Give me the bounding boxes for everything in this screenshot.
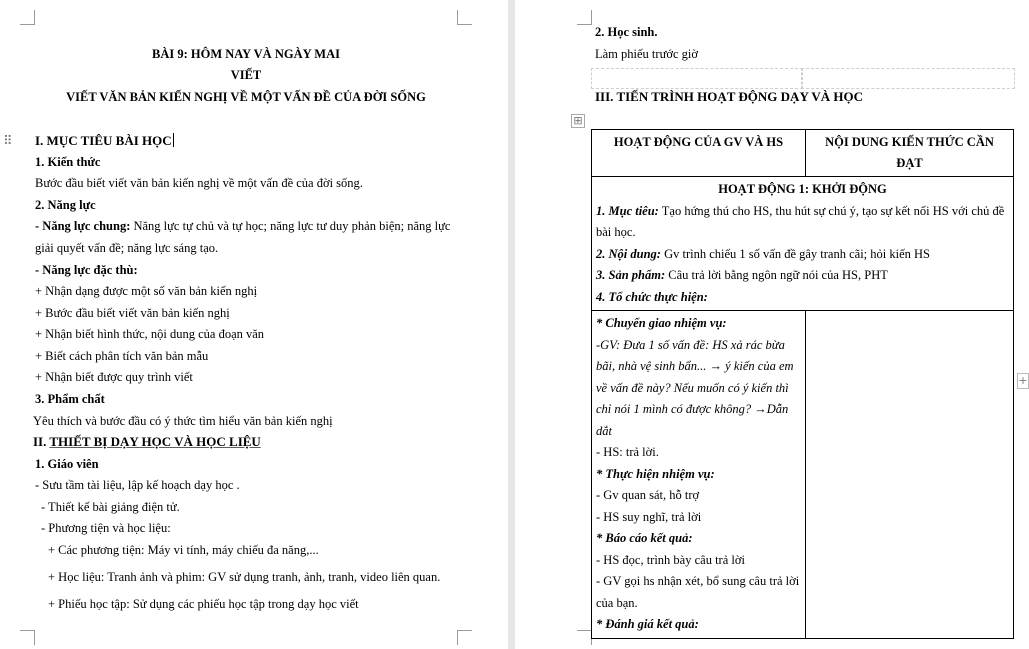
crop-mark	[20, 630, 35, 645]
evaluate-label: * Đánh giá kết quả:	[596, 617, 699, 631]
section-heading-equipment: II. THIẾT BỊ DẠY HỌC VÀ HỌC LIỆU	[33, 434, 261, 449]
objective-line	[596, 201, 1009, 223]
task-line: về vấn đề này? Nếu muốn có ý kiến thì	[596, 380, 789, 395]
crop-mark	[577, 10, 592, 25]
list-item: - Sưu tầm tài liệu, lập kế hoạch dạy học .	[35, 478, 240, 492]
list-item: + Phiếu học tập: Sử dụng các phiếu học tập trong dạy học viết	[48, 597, 359, 611]
crop-mark	[457, 10, 472, 25]
table-row	[592, 311, 1014, 639]
task-line: bãi, nhà vệ sinh bẩn... → ý kiến của em	[596, 359, 794, 373]
list-item: + Biết cách phân tích văn bản mẫu	[35, 349, 209, 363]
crop-mark	[457, 630, 472, 645]
document-page-left	[0, 0, 508, 649]
activity-content-cell	[806, 311, 1014, 639]
section-heading-process: III. TIẾN TRÌNH HOẠT ĐỘNG DẠY VÀ HỌC	[595, 89, 863, 104]
student-answer: - HS: trả lời.	[596, 445, 659, 459]
product-text: Câu trả lời bằng ngôn ngữ nói của HS, PHT	[665, 268, 888, 282]
paragraph-qualities: Yêu thích và bước đầu có ý thức tìm hiểu văn bản kiến nghị	[33, 414, 333, 428]
task-line: chỉ nói 1 mình có được không? →Dẫn	[596, 402, 789, 416]
product-line	[596, 265, 1009, 287]
text-cursor	[173, 133, 174, 147]
list-item: + Nhận biết hình thức, nội dung của đoạn văn	[35, 327, 265, 341]
equipment-heading-text: THIẾT BỊ DẠY HỌC VÀ HỌC LIỆU	[49, 434, 261, 449]
lesson-topic: VIẾT VĂN BẢN KIẾN NGHỊ VỀ MỘT VẤN ĐỀ CỦA ĐỜI SỐNG	[66, 90, 426, 104]
task-line: -GV: Đưa 1 số vấn đề: HS xả rác bừa	[596, 337, 785, 352]
label-specific-competence: - Năng lực đặc thù:	[35, 263, 138, 277]
list-item: + Các phương tiện: Máy vi tính, máy chiếu đa năng,...	[48, 543, 319, 557]
list-item: - GV gọi hs nhận xét, bổ sung câu trả lời	[596, 574, 800, 588]
add-icon[interactable]: +	[1018, 374, 1028, 387]
assign-task-label: * Chuyển giao nhiệm vụ:	[596, 316, 727, 330]
content-line	[596, 244, 1009, 266]
empty-table-cell	[591, 68, 803, 89]
lesson-subtitle: VIẾT	[230, 68, 262, 82]
lesson-title: BÀI 9: HÔM NAY VÀ NGÀY MAI	[152, 47, 340, 61]
header-content-line: ĐẠT	[896, 156, 923, 170]
list-item: - Gv quan sát, hỗ trợ	[596, 488, 700, 502]
list-item: - Thiết kế bài giảng điện tử.	[41, 500, 180, 514]
table-row	[592, 130, 1014, 177]
content-text: Gv trình chiếu 1 số vấn đề gây tranh cãi; hỏi kiến HS	[660, 246, 930, 261]
list-item: - HS đọc, trình bày câu trả lời	[596, 552, 745, 567]
activity-table	[591, 129, 1014, 639]
heading-teacher: 1. Giáo viên	[35, 457, 99, 471]
crop-mark	[20, 10, 35, 25]
page-gutter	[508, 0, 515, 649]
objective-text: Tạo hứng thú cho HS, thu hút sự chú ý, tạo sự kết nối HS với chủ đề	[658, 203, 1005, 218]
list-item: + Nhận dạng được một số văn bản kiến nghị	[35, 284, 258, 298]
label-general-competence: - Năng lực chung:	[35, 219, 131, 233]
list-item: - HS suy nghĩ, trả lời	[596, 509, 702, 524]
section-heading-text: I. MỤC TIÊU BÀI HỌC	[35, 133, 172, 148]
activity-steps-cell	[592, 311, 806, 639]
list-item: + Học liệu: Tranh ảnh và phim: GV sử dụng tranh, ảnh, tranh, video liên quan.	[48, 570, 441, 584]
header-content-line: NỘI DUNG KIẾN THỨC CẦN	[825, 135, 994, 149]
objective-label: 1. Mục tiêu:	[596, 203, 659, 218]
heading-qualities: 3. Phẩm chất	[35, 392, 105, 406]
heading-knowledge: 1. Kiến thức	[35, 155, 101, 169]
organization-label: 4. Tổ chức thực hiện:	[596, 289, 708, 304]
table-move-icon[interactable]: ⊞	[571, 114, 585, 128]
list-item: + Bước đầu biết viết văn bản kiến nghị	[35, 306, 230, 320]
table-header-content	[806, 130, 1014, 177]
product-label: 3. Sản phẩm:	[596, 268, 666, 282]
table-row	[592, 177, 1014, 311]
activity-overview-cell	[592, 177, 1014, 311]
list-item: của bạn.	[596, 595, 638, 610]
heading-students: 2. Học sinh.	[595, 25, 658, 39]
table-header-activity: HOẠT ĐỘNG CỦA GV VÀ HS	[592, 130, 806, 177]
text-general-competence: Năng lực tự chủ và tự học; năng lực tư duy phản biện; năng lực	[130, 219, 451, 233]
report-label: * Báo cáo kết quả:	[596, 531, 693, 545]
content-label: 2. Nội dung:	[596, 246, 661, 261]
paragraph-general-competence-cont: giải quyết vấn đề; năng lực sáng tạo.	[35, 241, 219, 255]
crop-mark	[577, 630, 592, 645]
heading-competence: 2. Năng lực	[35, 198, 96, 212]
list-item: + Nhận biết được quy trình viết	[35, 370, 193, 384]
paragraph-students: Làm phiếu trước giờ	[595, 47, 698, 61]
task-line: dắt	[596, 423, 612, 438]
move-handle-icon[interactable]: ⠿	[3, 134, 13, 149]
paragraph-knowledge: Bước đầu biết viết văn bản kiến nghị về một vấn đề của đời sống.	[35, 176, 363, 190]
paragraph-general-competence	[35, 218, 450, 234]
activity-title: HOẠT ĐỘNG 1: KHỞI ĐỘNG	[718, 182, 887, 196]
objective-text-cont: bài học.	[596, 225, 636, 239]
section-heading-objectives[interactable]	[35, 133, 174, 149]
list-item: - Phương tiện và học liệu:	[41, 521, 171, 535]
document-page-right	[515, 0, 1029, 649]
empty-table-cell	[801, 68, 1015, 89]
perform-task-label: * Thực hiện nhiệm vụ:	[596, 466, 715, 481]
